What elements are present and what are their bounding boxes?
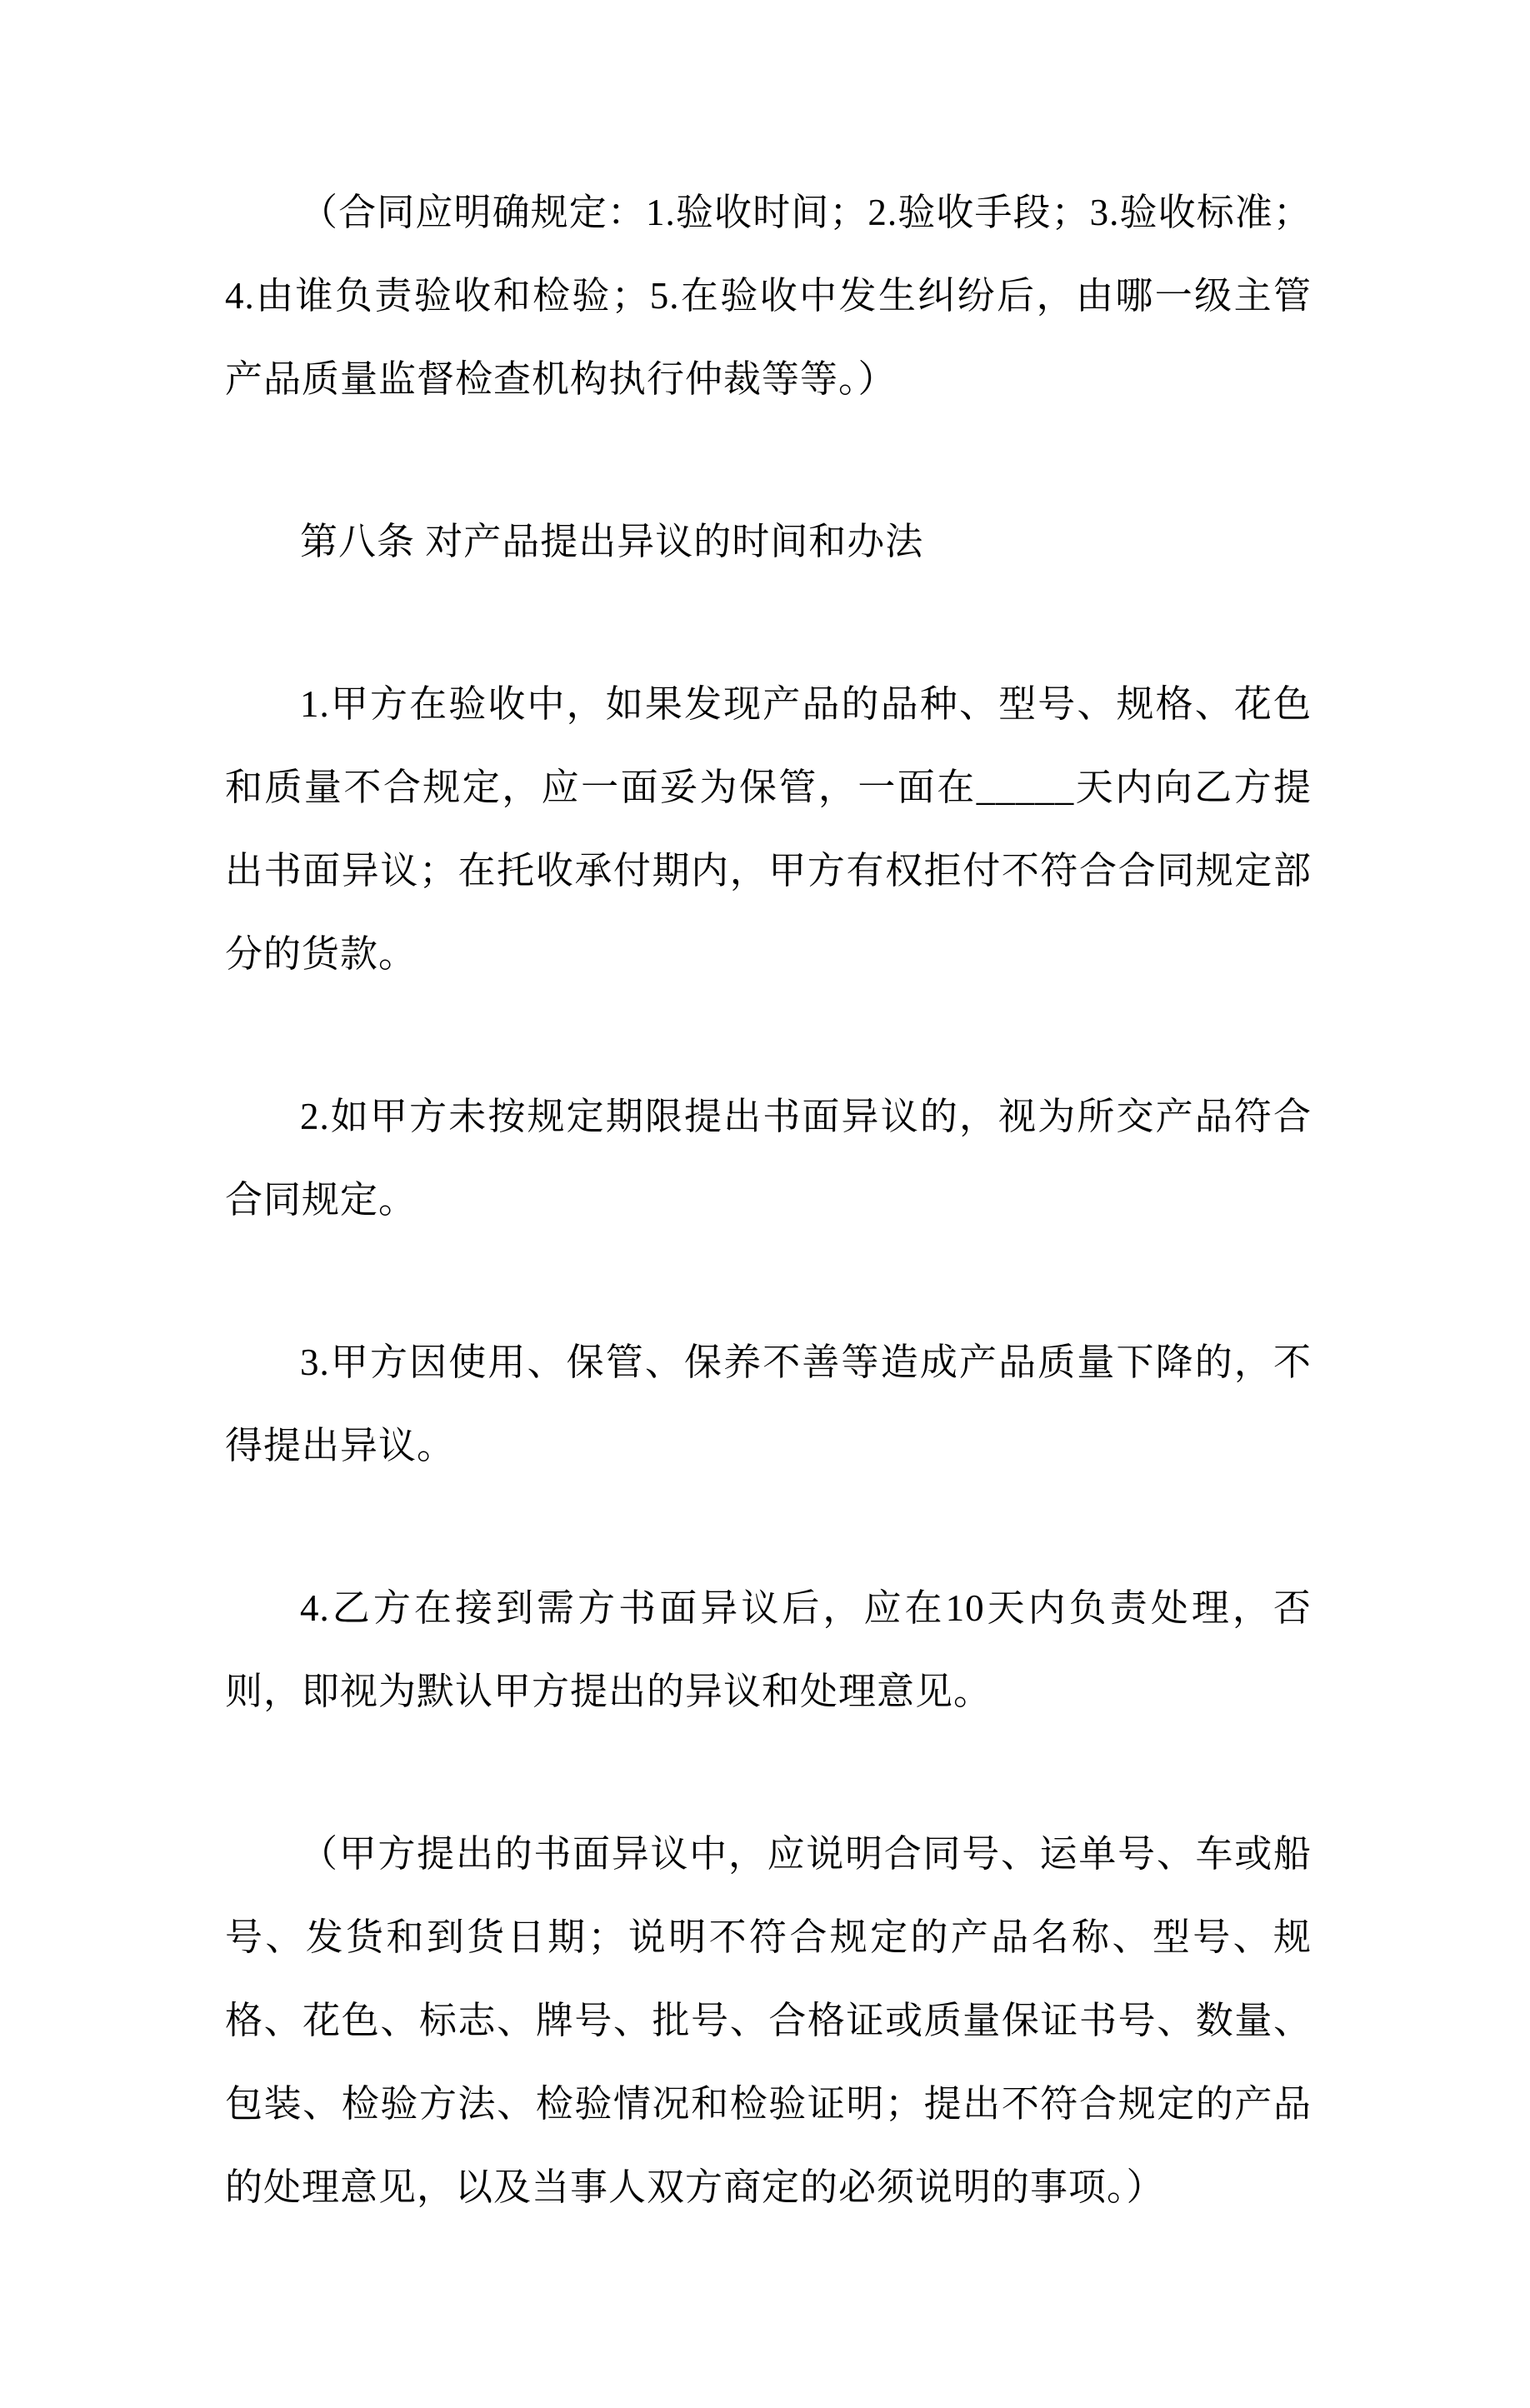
- clause-4: 4.乙方在接到需方书面异议后，应在10天内负责处理，否则，即视为默认甲方提出的异议和处理意见。: [225, 1587, 1312, 1712]
- written-objection-contents-note: （甲方提出的书面异议中，应说明合同号、运单号、车或船号、发货和到货日期；说明不符合规定的产品名称、型号、规格、花色、标志、牌号、批号、合格证或质量保证书号、数量、包装、检验方法、检验情况和检验证明；提出不符合规定的产品的处理意见，以及当事人双方商定的必须说明的事项。）: [225, 1833, 1312, 2208]
- clause-2: 2.如甲方未按规定期限提出书面异议的，视为所交产品符合合同规定。: [225, 1096, 1312, 1221]
- clause-3: 3.甲方因使用、保管、保养不善等造成产品质量下降的，不得提出异议。: [225, 1341, 1312, 1466]
- acceptance-provisions-note: （合同应明确规定：1.验收时间；2.验收手段；3.验收标准；4.由谁负责验收和检验；5.在验收中发生纠纷后，由哪一级主管产品质量监督检查机构执行仲裁等等。）: [225, 192, 1312, 400]
- clause-1: 1.甲方在验收中，如果发现产品的品种、型号、规格、花色和质量不合规定，应一面妥为保管，一面在_____天内向乙方提出书面异议；在托收承付期内，甲方有权拒付不符合合同规定部分的货款。: [225, 683, 1312, 975]
- article-8-heading: 第八条 对产品提出异议的时间和办法: [300, 521, 924, 562]
